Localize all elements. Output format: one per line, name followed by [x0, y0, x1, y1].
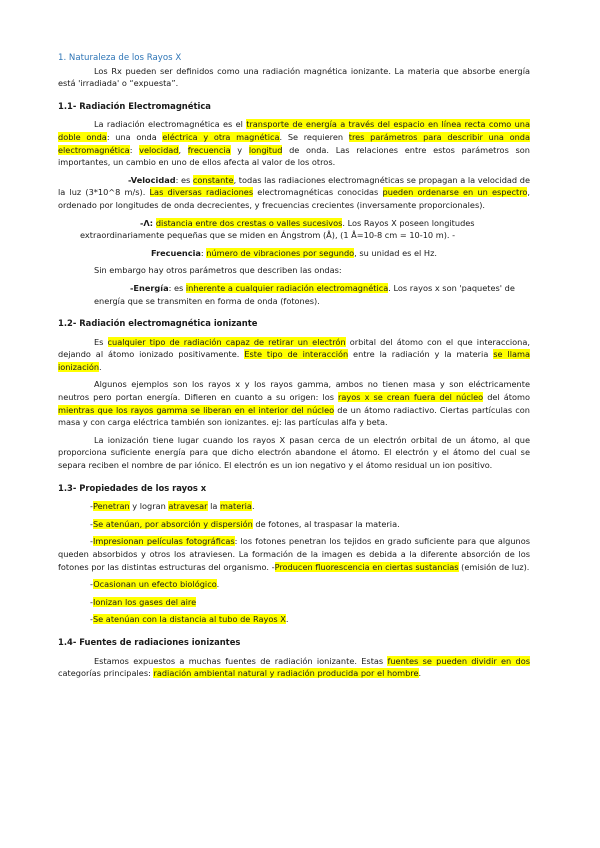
property-item-biologico: -Ocasionan un efecto biológico.	[90, 579, 220, 590]
otros-parametros-line: Sin embargo hay otros parámetros que describen las ondas:	[94, 265, 342, 276]
document-page	[58, 40, 530, 685]
s12-paragraph-2: Algunos ejemplos son los rayos x y los rayos gamma, ambos no tienen masa y son eléctricamente neutros pero portan energía. Difieren en cuanto a su origen: los rayos x se crean fuera del núcleo del átomo mientras que los rayos gamma se liberan en el interior del núcleo de un átomo radiactivo. Ciertas partículas con masa y con carga eléctrica también son ionizantes. ej: las partículas alfa y beta.	[58, 379, 530, 428]
s14-paragraph: Estamos expuestos a muchas fuentes de radiación ionizante. Estas fuentes se pueden dividir en dos categorías principales: radiación ambiental natural y radiación producida por el hombre.	[58, 655, 530, 679]
property-item-penetran: -Penetran y logran atravesar la materia.	[90, 501, 255, 512]
section-1-3-title: 1.3- Propiedades de los rayos x	[58, 482, 207, 493]
property-item-distancia: -Se atenúan con la distancia al tubo de Rayos X.	[90, 614, 289, 625]
section-1-1-title: 1.1- Radiación Electromagnética	[58, 100, 211, 111]
section-1-paragraph: Los Rx pueden ser definidos como una radiación magnética ionizante. La materia que absorbe energía está 'irradiada' o “expuesta”.	[58, 65, 530, 89]
s11-paragraph: La radiación electromagnética es el transporte de energía a través del espacio en línea recta como una doble onda: una onda eléctrica y otra magnética. Se requieren tres parámetros para describir una onda electromagnética: velocidad, frecuencia y longitud de onda. Las relaciones entre estos parámetros son importantes, un cambio en uno de ellos afecta al valor de los otros.	[58, 119, 531, 168]
section-1-2-title: 1.2- Radiación electromagnética ionizante	[58, 318, 258, 329]
property-item-atenuan: -Se atenúan, por absorción y dispersión de fotones, al traspasar la materia.	[90, 518, 400, 529]
section-1-title: 1. Naturaleza de los Rayos X	[58, 53, 182, 63]
s12-paragraph-3: La ionización tiene lugar cuando los rayos X pasan cerca de un electrón orbital de un átomo, al que proporciona suficiente energía para que dicho electrón abandone el átomo. El electrón y el átomo del cual se separa reciben el nombre de par iónico. El electrón es un ion negativo y el átomo residual un ion positivo.	[58, 434, 530, 471]
section-1-4-title: 1.4- Fuentes de radiaciones ionizantes	[58, 636, 241, 647]
s12-paragraph-1: Es cualquier tipo de radiación capaz de retirar un electrón orbital del átomo con el que interacciona, dejando al átomo ionizado positivamente. Este tipo de interacción entre la radiación y la materia se llama ionización.	[58, 336, 531, 372]
energia-paragraph: -Energía: es inherente a cualquier radiación electromagnética. Los rayos x son 'paquetes' de energía que se transmiten en forma de onda (fotones).	[94, 282, 515, 306]
frecuencia-paragraph: Frecuencia: número de vibraciones por segundo, su unidad es el Hz.	[151, 247, 437, 258]
property-item-ionizan: -Ionizan los gases del aire	[90, 596, 197, 607]
velocidad-paragraph: -Velocidad: es constante, todas las radiaciones electromagnéticas se propagan a la velocidad de la luz (3*10^8 m/s). Las diversas radiaciones electromagnéticas conocidas pueden ordenarse en un espectro, ordenado por longitudes de onda decrecientes, y frecuencias crecientes (inversamente proporcionales).	[58, 174, 530, 210]
lambda-paragraph: -Λ: distancia entre dos crestas o valles sucesivos. Los Rayos X poseen longitudes extraordinariamente pequeñas que se miden en Ángstrom (Å), (1 Å=10-8 cm = 10-10 m). -	[80, 217, 475, 241]
property-item-impresionan: -Impresionan películas fotográficas: los fotones penetran los tejidos en grado suficiente para que algunos queden absorbidos y otros los atraviesen. La formación de la imagen es debida a la diferente absorción de los fotones por las distintas estructuras del organismo. -Producen fluorescencia en ciertas sustancias (emisión de luz).	[58, 536, 530, 572]
